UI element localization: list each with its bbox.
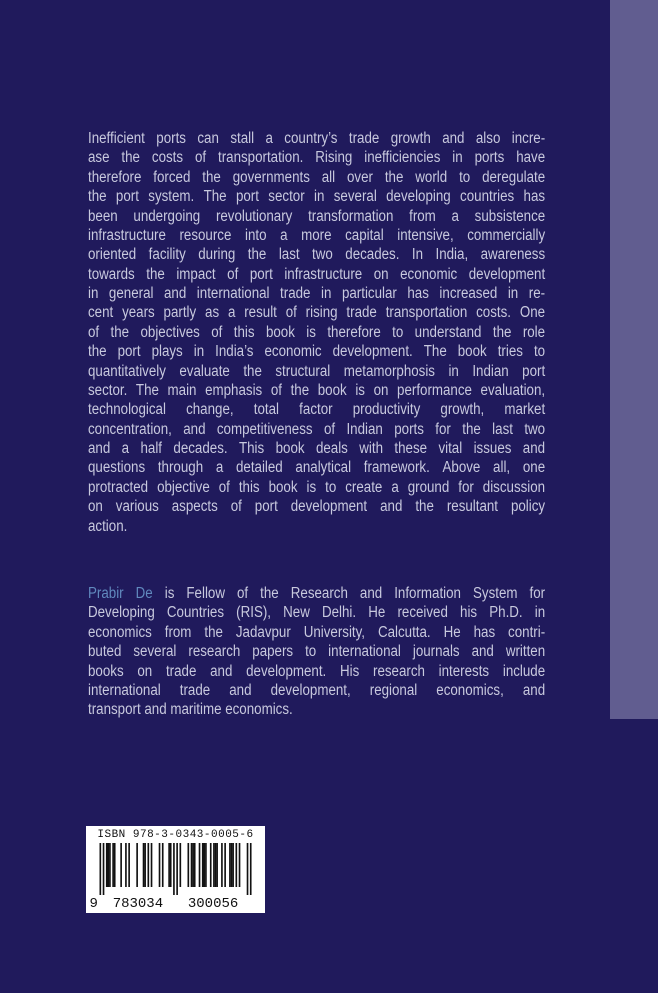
text-line: economics from the Jadavpur University, Calcutta. He has contri- — [88, 623, 546, 641]
spine-stripe — [610, 0, 658, 719]
ean13-barcode — [86, 826, 265, 913]
text-line: buted several research papers to international journals and written — [88, 643, 546, 661]
synopsis-paragraph — [88, 129, 545, 536]
text-line: Inefficient ports can stall a country’s trade growth and also incre- — [88, 130, 546, 147]
text-line: on various aspects of port development and the resultant policy — [88, 498, 546, 516]
text-line: protracted objective of this book is to create a ground for discussion — [88, 478, 546, 496]
text-line: the port plays in India’s economic development. The book tries to — [88, 343, 546, 361]
text-line: concentration, and competitiveness of Indian ports for the last two — [88, 420, 546, 438]
text-line: transport and maritime economics. — [88, 701, 293, 719]
barcode-digits: 300056 — [187, 896, 239, 912]
isbn-label: ISBN 978-3-0343-0005-6 — [97, 829, 254, 841]
text-line: technological change, total factor productivity growth, market — [88, 401, 546, 419]
text-line: action. — [88, 517, 128, 535]
text-line: Developing Countries (RIS), New Delhi. He received his Ph.D. in — [88, 604, 546, 622]
text-line: been undergoing revolutionary transformation from a subsistence — [88, 207, 546, 225]
text-line: oriented facility during the last two decades. In India, awareness — [88, 246, 546, 264]
text-line: books on trade and development. His research interests include — [88, 662, 546, 680]
barcode-digits: 783034 — [112, 896, 164, 912]
text-line: quantitatively evaluate the structural metamorphosis in Indian port — [88, 362, 546, 380]
text-line: international trade and development, regional economics, and — [88, 681, 546, 699]
barcode-box — [86, 826, 265, 913]
barcode-digits: 9 — [89, 896, 98, 912]
author-bio-paragraph — [88, 584, 545, 720]
text-line: infrastructure resource into a more capital intensive, commercially — [88, 226, 546, 244]
text-line: ase the costs of transportation. Rising inefficiencies in ports have — [88, 149, 546, 167]
text-line: the port system. The port sector in several developing countries has — [88, 188, 546, 206]
text-line: towards the impact of port infrastructure on economic development — [88, 265, 546, 283]
text-line: of the objectives of this book is therefore to understand the role — [88, 323, 546, 341]
text-line: cent years partly as a result of rising trade transportation costs. One — [88, 304, 546, 322]
text-line: sector. The main emphasis of the book is on performance evaluation, — [88, 381, 546, 399]
text-line: questions through a detailed analytical framework. Above all, one — [88, 459, 546, 477]
text-line: Prabir De is Fellow of the Research and Information System for — [88, 585, 546, 602]
text-line: and a half decades. This book deals with these vital issues and — [88, 440, 546, 457]
text-line: in general and international trade in particular has increased in re- — [88, 285, 546, 302]
text-line: therefore forced the governments all over the world to deregulate — [88, 168, 546, 186]
